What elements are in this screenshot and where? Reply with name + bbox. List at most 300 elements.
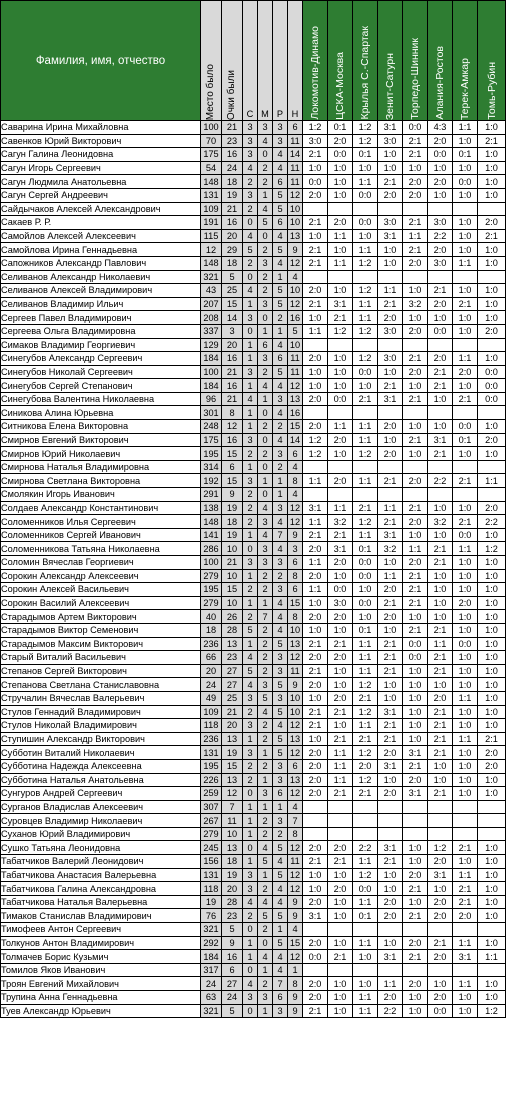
prediction-cell [378, 800, 403, 814]
participant-name-cell: Сорокин Александр Алексеевич [1, 569, 201, 583]
prediction-cell: 2:0 [303, 651, 328, 665]
prediction-cell: 1:0 [478, 583, 506, 597]
prediction-cell: 1:0 [328, 1004, 353, 1018]
prediction-cell: 2:0 [453, 596, 478, 610]
s-cell: 3 [243, 148, 258, 162]
place-cell: 18 [201, 623, 222, 637]
n-cell: 9 [288, 678, 303, 692]
prediction-cell: 1:0 [478, 651, 506, 665]
s-cell: 3 [243, 691, 258, 705]
s-cell: 0 [243, 1004, 258, 1018]
table-row [1, 895, 506, 909]
s-cell: 3 [243, 121, 258, 135]
prediction-cell: 0:0 [303, 175, 328, 189]
prediction-cell: 1:0 [328, 719, 353, 733]
table-row [1, 447, 506, 461]
prediction-cell: 0:0 [403, 651, 428, 665]
table-row [1, 977, 506, 991]
table-row [1, 515, 506, 529]
prediction-cell [478, 800, 506, 814]
prediction-cell: 2:0 [303, 392, 328, 406]
prediction-cell: 1:0 [478, 556, 506, 570]
s-cell: 4 [243, 977, 258, 991]
place-cell: 279 [201, 569, 222, 583]
n-cell: 11 [288, 175, 303, 189]
prediction-cell: 0:0 [353, 882, 378, 896]
prediction-cell: 2:0 [428, 991, 453, 1005]
participant-name-cell: Степанов Сергей Викторович [1, 664, 201, 678]
s-cell: 2 [243, 256, 258, 270]
prediction-cell: 2:0 [403, 256, 428, 270]
prediction-cell: 1:0 [378, 256, 403, 270]
prediction-cell: 2:1 [403, 134, 428, 148]
prediction-cell [328, 814, 353, 828]
points-cell: 13 [222, 773, 243, 787]
prediction-cell: 1:0 [478, 297, 506, 311]
place-cell: 141 [201, 528, 222, 542]
n-cell: 15 [288, 936, 303, 950]
r-cell: 3 [273, 447, 288, 461]
prediction-cell: 1:0 [328, 895, 353, 909]
participant-name-cell: Самойлова Ирина Геннадьевна [1, 243, 201, 257]
prediction-cell: 2:1 [453, 297, 478, 311]
points-cell: 12 [222, 787, 243, 801]
participant-name-cell: Сапожников Александр Павлович [1, 256, 201, 270]
prediction-cell: 1:0 [478, 243, 506, 257]
points-cell: 16 [222, 433, 243, 447]
prediction-cell: 1:0 [328, 175, 353, 189]
r-cell: 5 [273, 637, 288, 651]
r-cell: 4 [273, 882, 288, 896]
place-cell: 279 [201, 827, 222, 841]
prediction-cell: 1:2 [353, 705, 378, 719]
prediction-cell: 2:1 [428, 447, 453, 461]
points-cell: 24 [222, 161, 243, 175]
place-cell: 192 [201, 474, 222, 488]
prediction-cell: 1:0 [453, 134, 478, 148]
prediction-cell: 1:1 [303, 556, 328, 570]
prediction-cell: 1:2 [353, 284, 378, 298]
prediction-cell: 1:0 [478, 420, 506, 434]
prediction-cell [403, 814, 428, 828]
place-cell: 175 [201, 148, 222, 162]
prediction-cell: 1:0 [403, 1004, 428, 1018]
table-body [1, 121, 506, 1018]
prediction-cell [453, 827, 478, 841]
prediction-cell: 1:1 [378, 501, 403, 515]
prediction-cell: 2:0 [453, 909, 478, 923]
r-cell: 5 [273, 188, 288, 202]
m-cell: 3 [258, 121, 273, 135]
n-cell: 11 [288, 365, 303, 379]
s-cell: 5 [243, 243, 258, 257]
prediction-cell: 1:0 [453, 759, 478, 773]
prediction-cell: 2:0 [403, 977, 428, 991]
prediction-cell [353, 406, 378, 420]
prediction-cell: 1:0 [478, 637, 506, 651]
prediction-cell: 2:1 [303, 855, 328, 869]
prediction-cell: 2:0 [303, 352, 328, 366]
prediction-cell: 1:0 [428, 596, 453, 610]
m-cell: 0 [258, 311, 273, 325]
s-cell: 1 [243, 800, 258, 814]
prediction-cell: 1:1 [328, 229, 353, 243]
r-cell: 1 [273, 270, 288, 284]
prediction-cell: 0:1 [328, 121, 353, 135]
n-cell: 12 [288, 297, 303, 311]
table-row [1, 664, 506, 678]
prediction-cell [353, 827, 378, 841]
m-cell: 3 [258, 297, 273, 311]
prediction-cell: 1:1 [353, 936, 378, 950]
place-cell: 184 [201, 950, 222, 964]
place-cell: 118 [201, 882, 222, 896]
prediction-cell: 2:0 [303, 977, 328, 991]
place-cell: 184 [201, 352, 222, 366]
s-cell: 4 [243, 678, 258, 692]
prediction-cell [378, 923, 403, 937]
prediction-cell: 3:1 [453, 950, 478, 964]
r-cell: 3 [273, 501, 288, 515]
prediction-cell [428, 406, 453, 420]
prediction-cell: 1:2 [353, 447, 378, 461]
table-row [1, 868, 506, 882]
prediction-cell: 2:0 [303, 542, 328, 556]
prediction-cell: 2:0 [428, 950, 453, 964]
table-row [1, 827, 506, 841]
s-cell: 1 [243, 827, 258, 841]
prediction-cell: 2:1 [453, 474, 478, 488]
s-cell: 1 [243, 569, 258, 583]
prediction-cell [353, 202, 378, 216]
table-row [1, 691, 506, 705]
points-cell: 9 [222, 936, 243, 950]
prediction-cell: 1:1 [328, 746, 353, 760]
prediction-cell: 3:1 [303, 909, 328, 923]
n-cell: 12 [288, 379, 303, 393]
r-cell: 6 [273, 216, 288, 230]
prediction-cell [478, 338, 506, 352]
prediction-cell: 1:0 [453, 787, 478, 801]
s-cell: 1 [243, 528, 258, 542]
prediction-cell: 0:1 [353, 542, 378, 556]
n-cell: 13 [288, 732, 303, 746]
prediction-cell [403, 460, 428, 474]
table-row [1, 379, 506, 393]
prediction-cell: 1:0 [453, 1004, 478, 1018]
points-cell: 21 [222, 365, 243, 379]
prediction-cell: 2:2 [428, 229, 453, 243]
n-cell: 9 [288, 528, 303, 542]
s-column-header: С [243, 1, 258, 121]
prediction-cell: 3:0 [303, 134, 328, 148]
prediction-cell: 1:0 [478, 936, 506, 950]
table-row [1, 569, 506, 583]
m-cell: 5 [258, 216, 273, 230]
prediction-cell: 1:0 [403, 420, 428, 434]
prediction-cell: 2:1 [428, 787, 453, 801]
prediction-cell: 0:1 [353, 909, 378, 923]
prediction-cell: 1:0 [353, 229, 378, 243]
m-cell: 2 [258, 664, 273, 678]
prediction-cell: 2:1 [328, 637, 353, 651]
prediction-cell: 1:0 [353, 610, 378, 624]
prediction-cell: 1:1 [478, 950, 506, 964]
prediction-cell: 2:1 [303, 705, 328, 719]
prediction-cell: 1:0 [403, 311, 428, 325]
r-cell: 4 [273, 623, 288, 637]
prediction-cell: 1:0 [328, 352, 353, 366]
prediction-cell: 1:2 [353, 678, 378, 692]
place-cell: 207 [201, 297, 222, 311]
table-row [1, 121, 506, 135]
place-cell: 100 [201, 121, 222, 135]
m-cell: 2 [258, 270, 273, 284]
prediction-cell: 2:2 [428, 474, 453, 488]
s-cell: 2 [243, 759, 258, 773]
participant-name-cell: Стулов Геннадий Владимирович [1, 705, 201, 719]
m-cell: 0 [258, 433, 273, 447]
prediction-cell: 3:1 [378, 705, 403, 719]
prediction-cell: 1:2 [303, 121, 328, 135]
prediction-cell: 1:0 [353, 379, 378, 393]
prediction-cell [328, 460, 353, 474]
m-cell: 4 [258, 895, 273, 909]
prediction-cell [328, 923, 353, 937]
prediction-cell: 2:1 [303, 216, 328, 230]
prediction-cell: 1:0 [478, 447, 506, 461]
prediction-cell: 1:0 [303, 229, 328, 243]
prediction-cell: 3:0 [328, 596, 353, 610]
prediction-cell: 1:0 [478, 569, 506, 583]
prediction-cell [428, 827, 453, 841]
table-row [1, 474, 506, 488]
place-cell: 100 [201, 556, 222, 570]
prediction-cell: 1:0 [478, 855, 506, 869]
points-cell: 23 [222, 909, 243, 923]
prediction-cell [303, 963, 328, 977]
m-cell: 1 [258, 963, 273, 977]
prediction-cell: 3:0 [378, 352, 403, 366]
prediction-cell: 2:1 [303, 664, 328, 678]
prediction-cell: 2:0 [303, 787, 328, 801]
m-cell: 0 [258, 936, 273, 950]
table-row [1, 202, 506, 216]
r-cell: 4 [273, 855, 288, 869]
place-cell: 148 [201, 175, 222, 189]
prediction-cell: 2:1 [403, 596, 428, 610]
prediction-cell: 0:1 [353, 623, 378, 637]
s-cell: 0 [243, 963, 258, 977]
place-cell: 236 [201, 732, 222, 746]
prediction-cell [303, 270, 328, 284]
n-cell: 6 [288, 447, 303, 461]
r-cell: 3 [273, 392, 288, 406]
prediction-cell: 2:1 [328, 950, 353, 964]
points-cell: 25 [222, 284, 243, 298]
m-cell: 2 [258, 583, 273, 597]
table-row [1, 420, 506, 434]
prediction-cell: 1:2 [328, 324, 353, 338]
s-cell: 1 [243, 936, 258, 950]
participant-name-cell: Сергеев Павел Владимирович [1, 311, 201, 325]
place-cell: 76 [201, 909, 222, 923]
prediction-cell: 1:1 [353, 895, 378, 909]
prediction-cell [353, 338, 378, 352]
prediction-cell: 1:0 [378, 556, 403, 570]
prediction-cell: 3:1 [403, 787, 428, 801]
prediction-cell: 1:0 [478, 610, 506, 624]
m-cell: 1 [258, 596, 273, 610]
prediction-cell: 2:1 [428, 732, 453, 746]
match-header-1 [303, 1, 328, 121]
n-cell: 10 [288, 691, 303, 705]
prediction-cell: 2:0 [303, 569, 328, 583]
place-cell: 226 [201, 773, 222, 787]
s-cell: 1 [243, 950, 258, 964]
prediction-cell: 1:0 [453, 664, 478, 678]
prediction-cell: 0:0 [478, 379, 506, 393]
prediction-cell: 2:1 [428, 542, 453, 556]
prediction-cell: 2:0 [328, 433, 353, 447]
m-cell: 1 [258, 868, 273, 882]
prediction-cell: 2:0 [378, 583, 403, 597]
participant-name-cell: Синикова Алина Юрьевна [1, 406, 201, 420]
prediction-cell: 2:0 [403, 515, 428, 529]
prediction-cell: 1:2 [353, 746, 378, 760]
prediction-cell: 1:1 [453, 977, 478, 991]
prediction-cell [453, 202, 478, 216]
prediction-cell: 1:0 [378, 882, 403, 896]
prediction-cell: 1:0 [328, 868, 353, 882]
prediction-cell: 1:1 [353, 637, 378, 651]
points-cell: 10 [222, 596, 243, 610]
prediction-cell [353, 814, 378, 828]
prediction-cell: 2:1 [303, 297, 328, 311]
prediction-cell [428, 488, 453, 502]
prediction-cell: 2:1 [378, 637, 403, 651]
match-header-label: Крылья С.-Спартак [359, 26, 371, 120]
prediction-cell: 0:1 [453, 148, 478, 162]
prediction-cell: 2:1 [478, 229, 506, 243]
points-cell: 29 [222, 243, 243, 257]
prediction-cell: 1:0 [453, 284, 478, 298]
prediction-cell: 1:0 [353, 161, 378, 175]
prediction-cell: 3:2 [328, 515, 353, 529]
s-cell: 2 [243, 488, 258, 502]
prediction-cell: 2:1 [303, 148, 328, 162]
prediction-cell: 1:0 [428, 420, 453, 434]
s-cell: 4 [243, 392, 258, 406]
prediction-cell: 1:2 [353, 352, 378, 366]
prediction-cell: 2:1 [403, 909, 428, 923]
prediction-cell: 1:0 [428, 569, 453, 583]
points-cell: 15 [222, 759, 243, 773]
s-cell: 1 [243, 637, 258, 651]
prediction-cell: 2:0 [328, 474, 353, 488]
prediction-cell: 1:2 [478, 1004, 506, 1018]
match-header-label: Зенит-Сатурн [384, 52, 396, 120]
points-cell: 18 [222, 175, 243, 189]
s-cell: 1 [243, 352, 258, 366]
s-cell: 4 [243, 284, 258, 298]
prediction-cell: 1:0 [378, 623, 403, 637]
table-row [1, 243, 506, 257]
n-cell: 11 [288, 664, 303, 678]
r-cell: 6 [273, 352, 288, 366]
place-cell: 12 [201, 243, 222, 257]
m-cell: 0 [258, 148, 273, 162]
prediction-cell: 2:1 [453, 882, 478, 896]
points-cell: 13 [222, 841, 243, 855]
participant-name-cell: Тимаков Станислав Владимирович [1, 909, 201, 923]
r-cell: 5 [273, 936, 288, 950]
prediction-cell: 2:1 [428, 719, 453, 733]
n-cell: 10 [288, 705, 303, 719]
prediction-cell: 1:0 [303, 732, 328, 746]
s-cell: 1 [243, 460, 258, 474]
points-cell: 18 [222, 515, 243, 529]
prediction-cell [328, 800, 353, 814]
prediction-cell: 1:0 [478, 188, 506, 202]
points-cell: 15 [222, 297, 243, 311]
prediction-cell: 1:0 [303, 868, 328, 882]
s-cell: 2 [243, 501, 258, 515]
prediction-cell: 2:1 [428, 651, 453, 665]
s-cell: 3 [243, 991, 258, 1005]
participant-name-cell: Суровцев Владимир Николаевич [1, 814, 201, 828]
table-row [1, 923, 506, 937]
table-row [1, 800, 506, 814]
participant-name-cell: Смирнова Светлана Викторовна [1, 474, 201, 488]
prediction-cell [453, 460, 478, 474]
prediction-cell [303, 338, 328, 352]
prediction-cell: 1:1 [403, 542, 428, 556]
m-cell: 1 [258, 324, 273, 338]
table-row [1, 841, 506, 855]
prediction-cell: 1:0 [303, 596, 328, 610]
prediction-cell [453, 338, 478, 352]
match-header-label: ЦСКА-Москва [334, 52, 346, 120]
place-cell: 24 [201, 977, 222, 991]
m-cell: 2 [258, 637, 273, 651]
prediction-cell: 1:0 [328, 678, 353, 692]
prediction-cell: 1:0 [378, 936, 403, 950]
prediction-cell: 0:0 [353, 188, 378, 202]
prediction-cell: 2:1 [403, 352, 428, 366]
prediction-cell: 1:0 [453, 379, 478, 393]
place-header-label: Место было [205, 63, 216, 120]
prediction-cell: 2:0 [403, 365, 428, 379]
r-cell: 3 [273, 814, 288, 828]
n-cell: 14 [288, 148, 303, 162]
participant-name-cell: Сакаев Р. Р. [1, 216, 201, 230]
prediction-cell [478, 460, 506, 474]
prediction-cell [403, 202, 428, 216]
prediction-cell [428, 963, 453, 977]
prediction-cell: 0:0 [428, 1004, 453, 1018]
m-cell: 6 [258, 338, 273, 352]
s-cell: 1 [243, 338, 258, 352]
place-cell: 175 [201, 433, 222, 447]
prediction-cell: 1:0 [453, 583, 478, 597]
place-cell: 19 [201, 895, 222, 909]
prediction-cell: 1:0 [403, 528, 428, 542]
prediction-cell [403, 338, 428, 352]
place-cell: 321 [201, 1004, 222, 1018]
place-cell: 279 [201, 596, 222, 610]
prediction-cell: 1:0 [428, 161, 453, 175]
